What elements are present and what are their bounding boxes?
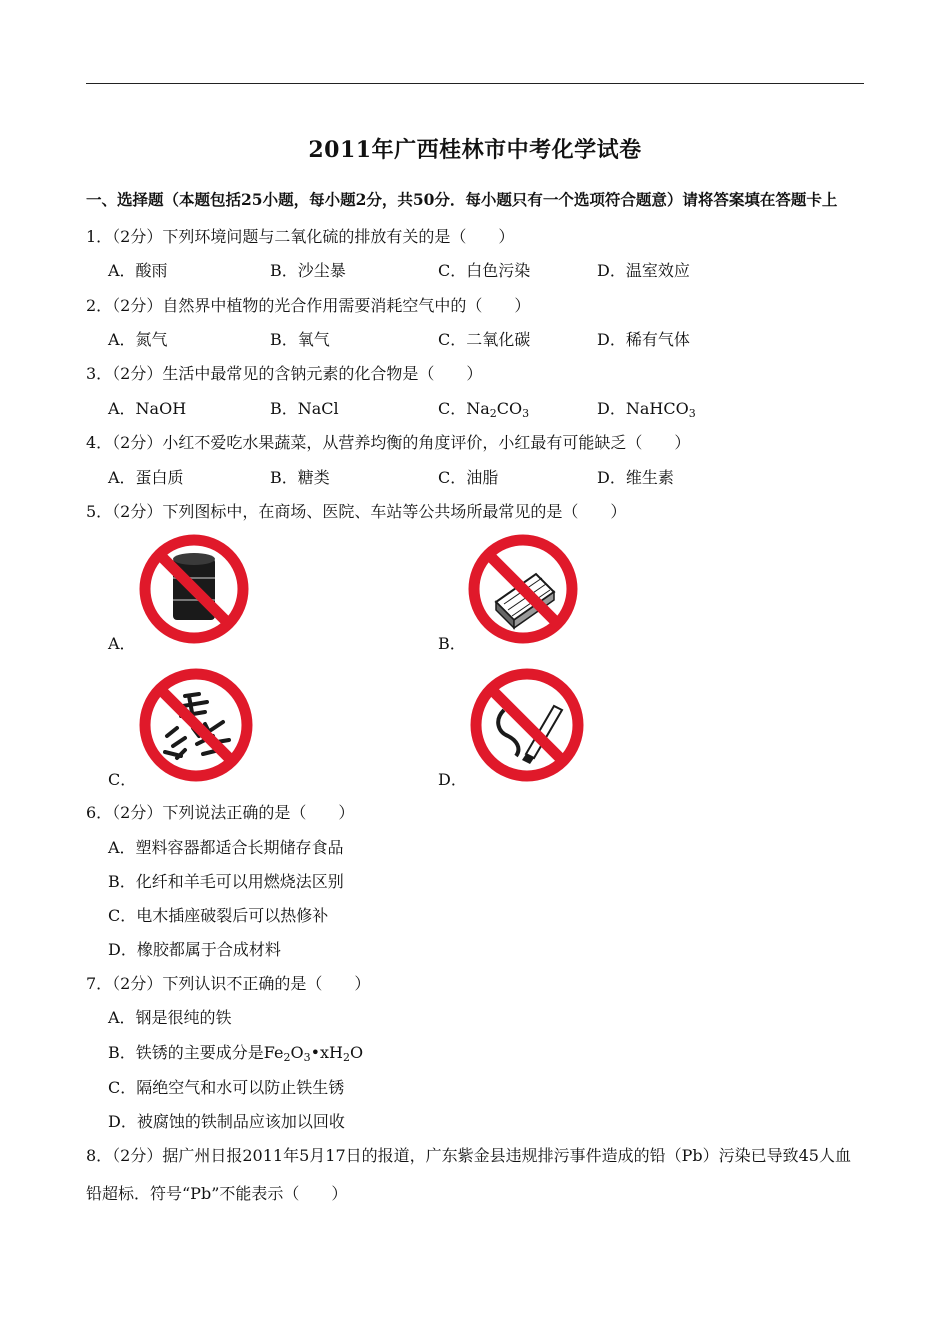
q4-option-a: A．蛋白质 [108,468,184,487]
q7-b-text: B．铁锈的主要成分是Fe [108,1043,284,1062]
q3-option-b: B．NaCl [270,399,339,418]
q1-option-c: C．白色污染 [438,261,531,280]
q2-option-a: A．氮气 [108,330,168,349]
question-8-stem-line-1: 8．（2分）据广州日报2011年5月17日的报道，广东紫金县违规排污事件造成的铅（Pb）污染已导致45人血 [86,1146,851,1165]
question-1-stem: 1．（2分）下列环境问题与二氧化硫的排放有关的是（ ） [86,227,515,246]
q6-option-a: A．塑料容器都适合长期储存食品 [108,838,344,857]
q7-b-text4: O [350,1043,364,1062]
q7-option-c: C．隔绝空气和水可以防止铁生锈 [108,1078,345,1097]
q4-option-b: B．糖类 [270,468,330,487]
q1-option-a: A．酸雨 [108,261,168,280]
q3-c-sub1: 2 [489,407,497,420]
q4-option-d: D．维生素 [597,468,674,487]
q3-option-d [597,396,696,420]
q7-b-sub1: 2 [283,1051,291,1064]
question-6-stem: 6．（2分）下列说法正确的是（ ） [86,803,355,822]
question-2-stem: 2．（2分）自然界中植物的光合作用需要消耗空气中的（ ） [86,296,531,315]
q7-option-a: A．钢是很纯的铁 [108,1008,232,1027]
question-5-stem: 5．（2分）下列图标中，在商场、医院、车站等公共场所最常见的是（ ） [86,502,627,521]
q7-option-b [108,1040,363,1064]
no-matches-icon [466,532,580,646]
q5-option-a: A． [108,634,136,653]
q3-c-text2: CO [496,399,523,418]
q3-d-sub: 3 [688,407,696,420]
q3-c-text: C．Na [438,399,490,418]
q3-option-c [438,396,529,420]
header-rule [86,83,864,84]
q5-option-d: D． [438,770,467,789]
q2-option-c: C．二氧化碳 [438,330,531,349]
q7-option-d: D．被腐蚀的铁制品应该加以回收 [108,1112,345,1131]
question-8-stem-line-2: 铅超标．符号“Pb”不能表示（ ） [86,1184,348,1203]
q7-b-text2: O [290,1043,304,1062]
page-title: 2011年广西桂林市中考化学试卷 [308,137,642,163]
no-fireworks-icon [137,666,255,784]
q5-option-c: C． [108,770,137,789]
q3-d-text: D．NaHCO [597,399,689,418]
q7-b-sub2: 3 [303,1051,311,1064]
q6-option-b: B．化纤和羊毛可以用燃烧法区别 [108,872,344,891]
question-3-stem: 3．（2分）生活中最常见的含钠元素的化合物是（ ） [86,364,483,383]
question-7-stem: 7．（2分）下列认识不正确的是（ ） [86,974,371,993]
q7-b-text3: •xH [310,1043,344,1062]
question-4-stem: 4．（2分）小红不爱吃水果蔬菜，从营养均衡的角度评价，小红最有可能缺乏（ ） [86,433,691,452]
no-oil-drum-icon [137,532,251,646]
q1-option-b: B．沙尘暴 [270,261,346,280]
q6-option-c: C．电木插座破裂后可以热修补 [108,906,329,925]
q7-b-sub3: 2 [343,1051,351,1064]
q3-c-sub2: 3 [522,407,530,420]
q2-option-d: D．稀有气体 [597,330,690,349]
section-heading: 一、选择题（本题包括25小题，每小题2分，共50分．每小题只有一个选项符合题意）请将答案填在答题卡上 [86,190,838,209]
q2-option-b: B．氧气 [270,330,330,349]
no-smoking-icon [468,666,586,784]
q1-option-d: D．温室效应 [597,261,690,280]
q3-option-a: A．NaOH [108,399,187,418]
q5-option-b: B． [438,634,466,653]
q6-option-d: D．橡胶都属于合成材料 [108,940,281,959]
q4-option-c: C．油脂 [438,468,499,487]
